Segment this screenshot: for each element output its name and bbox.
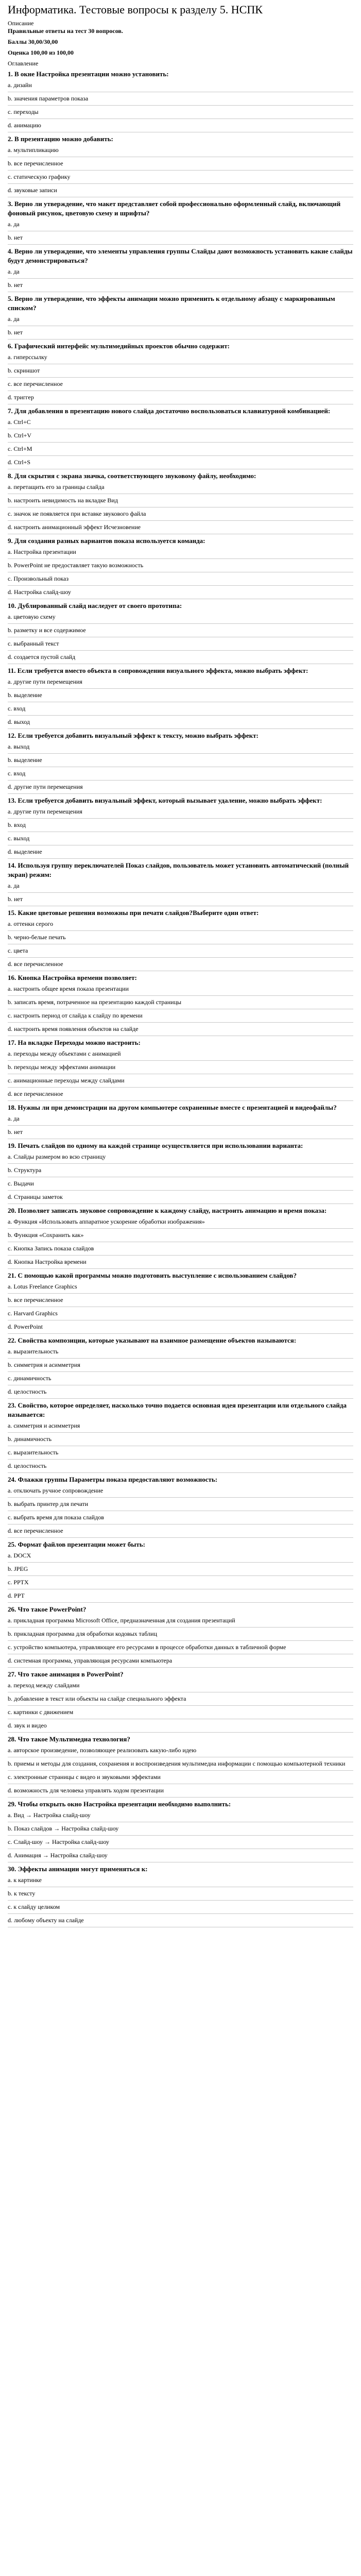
answer-option: d. Кнопка Настройка времени — [8, 1256, 353, 1269]
answer-option: a. Lotus Freelance Graphics — [8, 1280, 353, 1294]
answer-option: d. настроить анимационный эффект Исчезновение — [8, 521, 353, 534]
question-text: 19. Печать слайдов по одному на каждой странице осуществляется при использовании варианта: — [8, 1142, 303, 1149]
answer-option: b. вход — [8, 819, 353, 832]
question-block — [8, 1103, 353, 1139]
answer-option: c. Кнопка Запись показа слайдов — [8, 1242, 353, 1256]
answer-option: d. выделение — [8, 845, 353, 859]
question-text: 10. Дублированный слайд наследует от своего прототипа: — [8, 602, 182, 609]
question-text: 5. Верно ли утверждение, что эффекты анимации можно применить к отдельному абзацу с маркированным списком? — [8, 295, 335, 312]
answer-option: b. Ctrl+V — [8, 429, 353, 443]
answer-option: c. вход — [8, 767, 353, 781]
answer-option: a. авторское произведение, позволяющее реализовать какую-либо идею — [8, 1744, 353, 1757]
question-block — [8, 1336, 353, 1399]
answer-option: d. настроить время появления объектов на слайде — [8, 1023, 353, 1036]
answer-option: c. Произвольный показ — [8, 572, 353, 586]
answer-option: d. все перечисленное — [8, 1088, 353, 1101]
answer-option: а. дизайн — [8, 79, 353, 92]
answer-option: c. значок не появляется при вставке звукового файла — [8, 507, 353, 521]
question-text: 9. Для создания разных вариантов показа используется команда: — [8, 537, 205, 545]
question-text: 13. Если требуется добавить визуальный эффект, который вызывает удаление, можно выбрать эффект: — [8, 796, 322, 804]
question-block — [8, 1605, 353, 1668]
question-text: 20. Позволяет записать звуковое сопровождение к каждому слайду, настроить анимацию и время показа: — [8, 1207, 327, 1214]
answer-option: d. системная программа, управляющая ресурсами компьютера — [8, 1654, 353, 1668]
answer-option: b. нет — [8, 279, 353, 292]
question-text: 6. Графический интерфейс мультимедийных проектов обычно содержит: — [8, 342, 230, 350]
answer-option: a. Ctrl+C — [8, 416, 353, 429]
question-text: 23. Свойство, которое определяет, насколько точно подается основная идея презентации или отдельного слайда называется: — [8, 1401, 347, 1418]
answer-option: a. DOCX — [8, 1549, 353, 1563]
answer-option: b. выбрать принтер для печати — [8, 1498, 353, 1511]
question-text: 22. Свойства композиции, которые указывают на взаимное размещение объектов называются: — [8, 1336, 297, 1344]
answer-option: c. Harvard Graphics — [8, 1307, 353, 1320]
answer-option: d. целостность — [8, 1385, 353, 1399]
question-block — [8, 406, 353, 469]
answer-option: a. прикладная программа Microsoft Office, предназначенная для создания презентаций — [8, 1614, 353, 1628]
answer-option: c. настроить период от слайда к слайду по времени — [8, 1009, 353, 1023]
question-text: 18. Нужны ли при демонстрации на другом компьютере сохраненные вместе с презентацией и видеофайлы? — [8, 1104, 337, 1111]
answer-option: b. переходы между эффектами анимации — [8, 1061, 353, 1074]
answer-option: d. создается пустой слайд — [8, 651, 353, 664]
question-block — [8, 908, 353, 971]
question-text: 4. Верно ли утверждение, что элементы управления группы Слайды дают возможность установить какие слайды будут демонстрироваться? — [8, 247, 353, 264]
answer-option: b. все перечисленное — [8, 1294, 353, 1307]
answer-option: a. другие пути перемещения — [8, 805, 353, 819]
answer-option: b. добавление в текст или объекты на слайде специального эффекта — [8, 1692, 353, 1706]
answer-option: c. динамичность — [8, 1372, 353, 1385]
question-block — [8, 861, 353, 906]
question-block — [8, 294, 353, 340]
answer-option: c. картинки с движением — [8, 1706, 353, 1719]
answer-option: d. все перечисленное — [8, 1524, 353, 1538]
answer-option: d. все перечисленное — [8, 958, 353, 971]
answer-option: b. выделение — [8, 689, 353, 702]
answer-option: c. все перечисленное — [8, 378, 353, 391]
answer-option: d. Ctrl+S — [8, 456, 353, 469]
answer-option: c. Ctrl+M — [8, 443, 353, 456]
answer-option: b. нет — [8, 1126, 353, 1139]
answer-option: b. записать время, потраченное на презентацию каждой страницы — [8, 996, 353, 1009]
answer-option: c. вход — [8, 702, 353, 716]
answer-option: a. Слайды размером во всю страницу — [8, 1150, 353, 1164]
question-block — [8, 70, 353, 132]
answer-option: а. да — [8, 1112, 353, 1126]
question-block — [8, 601, 353, 664]
question-block — [8, 134, 353, 197]
answer-option: a. Функция «Использовать аппаратное ускорение обработки изображения» — [8, 1215, 353, 1229]
answer-option: a. перетащить его за границы слайда — [8, 481, 353, 494]
answer-option: b. симметрия и асимметрия — [8, 1359, 353, 1372]
answer-option: b. скриншот — [8, 364, 353, 378]
question-text: 11. Если требуется вместо объекта в сопровождении визуального эффекта, можно выбрать эффект: — [8, 667, 308, 674]
answer-option: c. выбрать время для показа слайдов — [8, 1511, 353, 1524]
answer-option: b. разметку и все содержимое — [8, 624, 353, 637]
answer-option: d. PPT — [8, 1589, 353, 1603]
answer-option: d. Страницы заметок — [8, 1191, 353, 1204]
answer-option: c. PPTX — [8, 1576, 353, 1589]
answer-option: a. выразительность — [8, 1345, 353, 1359]
answer-option: b. JPEG — [8, 1563, 353, 1576]
answer-option: а. да — [8, 265, 353, 279]
answer-option: b. черно-белые печать — [8, 931, 353, 944]
answer-option: d. возможность для человека управлять ходом презентации — [8, 1784, 353, 1798]
question-text: 29. Чтобы открыть окно Настройка презентации необходимо выполнить: — [8, 1800, 231, 1808]
question-text: 17. На вкладке Переходы можно настроить: — [8, 1039, 141, 1046]
answer-option: d. целостность — [8, 1460, 353, 1473]
answer-option: a. Вид → Настройка слайд-шоу — [8, 1809, 353, 1822]
question-block — [8, 1141, 353, 1204]
answer-option: a. отключать ручное сопровождение — [8, 1484, 353, 1498]
answer-option: d. звуковые записи — [8, 184, 353, 197]
answer-option: a. переходы между объектами с анимацией — [8, 1047, 353, 1061]
answer-option: c. Слайд-шоу → Настройка слайд-шоу — [8, 1836, 353, 1849]
answer-option: b. выделение — [8, 754, 353, 767]
question-text: 26. Что такое PowerPoint? — [8, 1605, 87, 1613]
answer-option: d. PowerPoint — [8, 1320, 353, 1334]
question-block — [8, 1800, 353, 1862]
answer-option: a. гиперссылку — [8, 351, 353, 364]
answer-option: b. прикладная программа для обработки кодовых таблиц — [8, 1628, 353, 1641]
answer-option: b. нет — [8, 326, 353, 340]
question-text: 14. Используя группу переключателей Показ слайдов, пользователь может установить автоматический (полный экран) режим: — [8, 861, 349, 878]
answer-option: c. Выдачи — [8, 1177, 353, 1191]
answer-option: d. анимацию — [8, 119, 353, 132]
question-block — [8, 1206, 353, 1269]
answer-option: b. Функция «Сохранить как» — [8, 1229, 353, 1242]
answer-option: a. мультипликацию — [8, 144, 353, 157]
question-block — [8, 666, 353, 729]
answer-option: d. любому объекту на слайде — [8, 1914, 353, 1927]
question-block — [8, 973, 353, 1036]
answer-option: b. PowerPoint не предоставляет такую возможность — [8, 559, 353, 572]
answer-option: d. звук и видео — [8, 1719, 353, 1733]
answer-option: c. цвета — [8, 944, 353, 958]
answer-option: d. триггер — [8, 391, 353, 404]
answer-option: b. значения параметров показа — [8, 92, 353, 106]
answer-option: b. к тексту — [8, 1887, 353, 1901]
description-label: Описание — [8, 20, 34, 27]
question-text: 7. Для добавления в презентацию нового слайда достаточно воспользоваться клавиатурной комбинацией: — [8, 407, 331, 415]
answer-option: а. да — [8, 879, 353, 893]
answer-option: c. выход — [8, 832, 353, 845]
question-text: 27. Что такое анимация в PowerPoint? — [8, 1670, 124, 1678]
answer-option: d. Анимация → Настройка слайд-шоу — [8, 1849, 353, 1862]
question-text: 8. Для скрытия с экрана значка, соответствующего звуковому файлу, необходимо: — [8, 472, 256, 480]
answer-option: c. выразительность — [8, 1446, 353, 1460]
answer-option: а. да — [8, 313, 353, 326]
answer-option: c. к слайду целиком — [8, 1901, 353, 1914]
answer-option: a. симметрия и асимметрия — [8, 1419, 353, 1433]
answer-option: c. переходы — [8, 106, 353, 119]
answer-option: b. Структура — [8, 1164, 353, 1177]
question-text: 16. Кнопка Настройка времени позволяет: — [8, 974, 137, 981]
answer-option: c. статическую графику — [8, 171, 353, 184]
answer-option: b. нет — [8, 893, 353, 906]
question-text: 15. Какие цветовые решения возможны при печати слайдов?Выберите один ответ: — [8, 909, 259, 917]
answer-option: d. другие пути перемещения — [8, 781, 353, 794]
answer-option: b. нет — [8, 231, 353, 245]
answer-option: a. оттенки серого — [8, 918, 353, 931]
question-block — [8, 199, 353, 245]
answer-option: d. Настройка слайд-шоу — [8, 586, 353, 599]
question-text: 1. В окне Настройка презентации можно установить: — [8, 70, 169, 78]
answer-option: a. настроить общее время показа презентации — [8, 982, 353, 996]
question-text: 25. Формат файлов презентации может быть: — [8, 1540, 145, 1548]
answer-option: c. устройство компьютера, управляющее его ресурсами в процессе обработки данных в табличной форме — [8, 1641, 353, 1654]
correct-answers-line: Правильные ответы на тест 30 вопросов. — [8, 27, 123, 35]
answer-option: a. выход — [8, 740, 353, 754]
answer-option: c. электронные страницы с видео и звуковыми эффектами — [8, 1771, 353, 1784]
question-text: 30. Эффекты анимации могут применяться к: — [8, 1865, 148, 1873]
question-list — [8, 70, 353, 1927]
question-block — [8, 536, 353, 599]
toc-label: Оглавление — [8, 60, 39, 67]
question-text: 21. С помощью какой программы можно подготовить выступление с использованием слайдов? — [8, 1272, 297, 1279]
answer-option: b. настроить невидимость на вкладке Вид — [8, 494, 353, 507]
question-block — [8, 1271, 353, 1334]
answer-option: a. другие пути перемещения — [8, 675, 353, 689]
answer-option: c. выбранный текст — [8, 637, 353, 651]
answer-option: b. все перечисленное — [8, 157, 353, 171]
document-title: Информатика. Тестовые вопросы к разделу 5. НСПК — [8, 3, 263, 16]
answer-option: b. динамичность — [8, 1433, 353, 1446]
answer-option: b. Показ слайдов → Настройка слайд-шоу — [8, 1822, 353, 1836]
question-block — [8, 1865, 353, 1927]
question-text: 2. В презентацию можно добавить: — [8, 135, 113, 143]
question-block — [8, 1475, 353, 1538]
question-text: 24. Флажки группы Параметры показа предоставляют возможность: — [8, 1476, 218, 1483]
question-text: 3. Верно ли утверждение, что макет представляет собой профессионально оформленный слайд, включающий фоновый рисунок, цветовую схему и шрифты? — [8, 200, 341, 217]
question-text: 12. Если требуется добавить визуальный эффект к тексту, можно выбрать эффект: — [8, 732, 259, 739]
answer-option: b. приемы и методы для создания, сохранения и воспроизведения мультимедиа информации с помощью компьютерной техники — [8, 1757, 353, 1771]
answer-option: c. анимационные переходы между слайдами — [8, 1074, 353, 1088]
question-block — [8, 247, 353, 292]
answer-option: a. Настройка презентации — [8, 546, 353, 559]
question-block — [8, 731, 353, 794]
answer-option: d. выход — [8, 716, 353, 729]
question-block — [8, 1540, 353, 1603]
question-block — [8, 1038, 353, 1101]
question-block — [8, 1401, 353, 1473]
grade-line: Оценка 100,00 из 100,00 — [8, 49, 74, 56]
answer-option: а. да — [8, 218, 353, 231]
answer-option: a. к картинке — [8, 1874, 353, 1887]
question-text: 28. Что такое Мультимедиа технология? — [8, 1735, 130, 1743]
answer-option: a. цветовую схему — [8, 611, 353, 624]
answer-option: a. переход между слайдами — [8, 1679, 353, 1692]
question-block — [8, 342, 353, 404]
question-block — [8, 471, 353, 534]
question-block — [8, 1735, 353, 1798]
question-block — [8, 1670, 353, 1733]
question-block — [8, 796, 353, 859]
points-line: Баллы 30,00/30,00 — [8, 38, 58, 45]
